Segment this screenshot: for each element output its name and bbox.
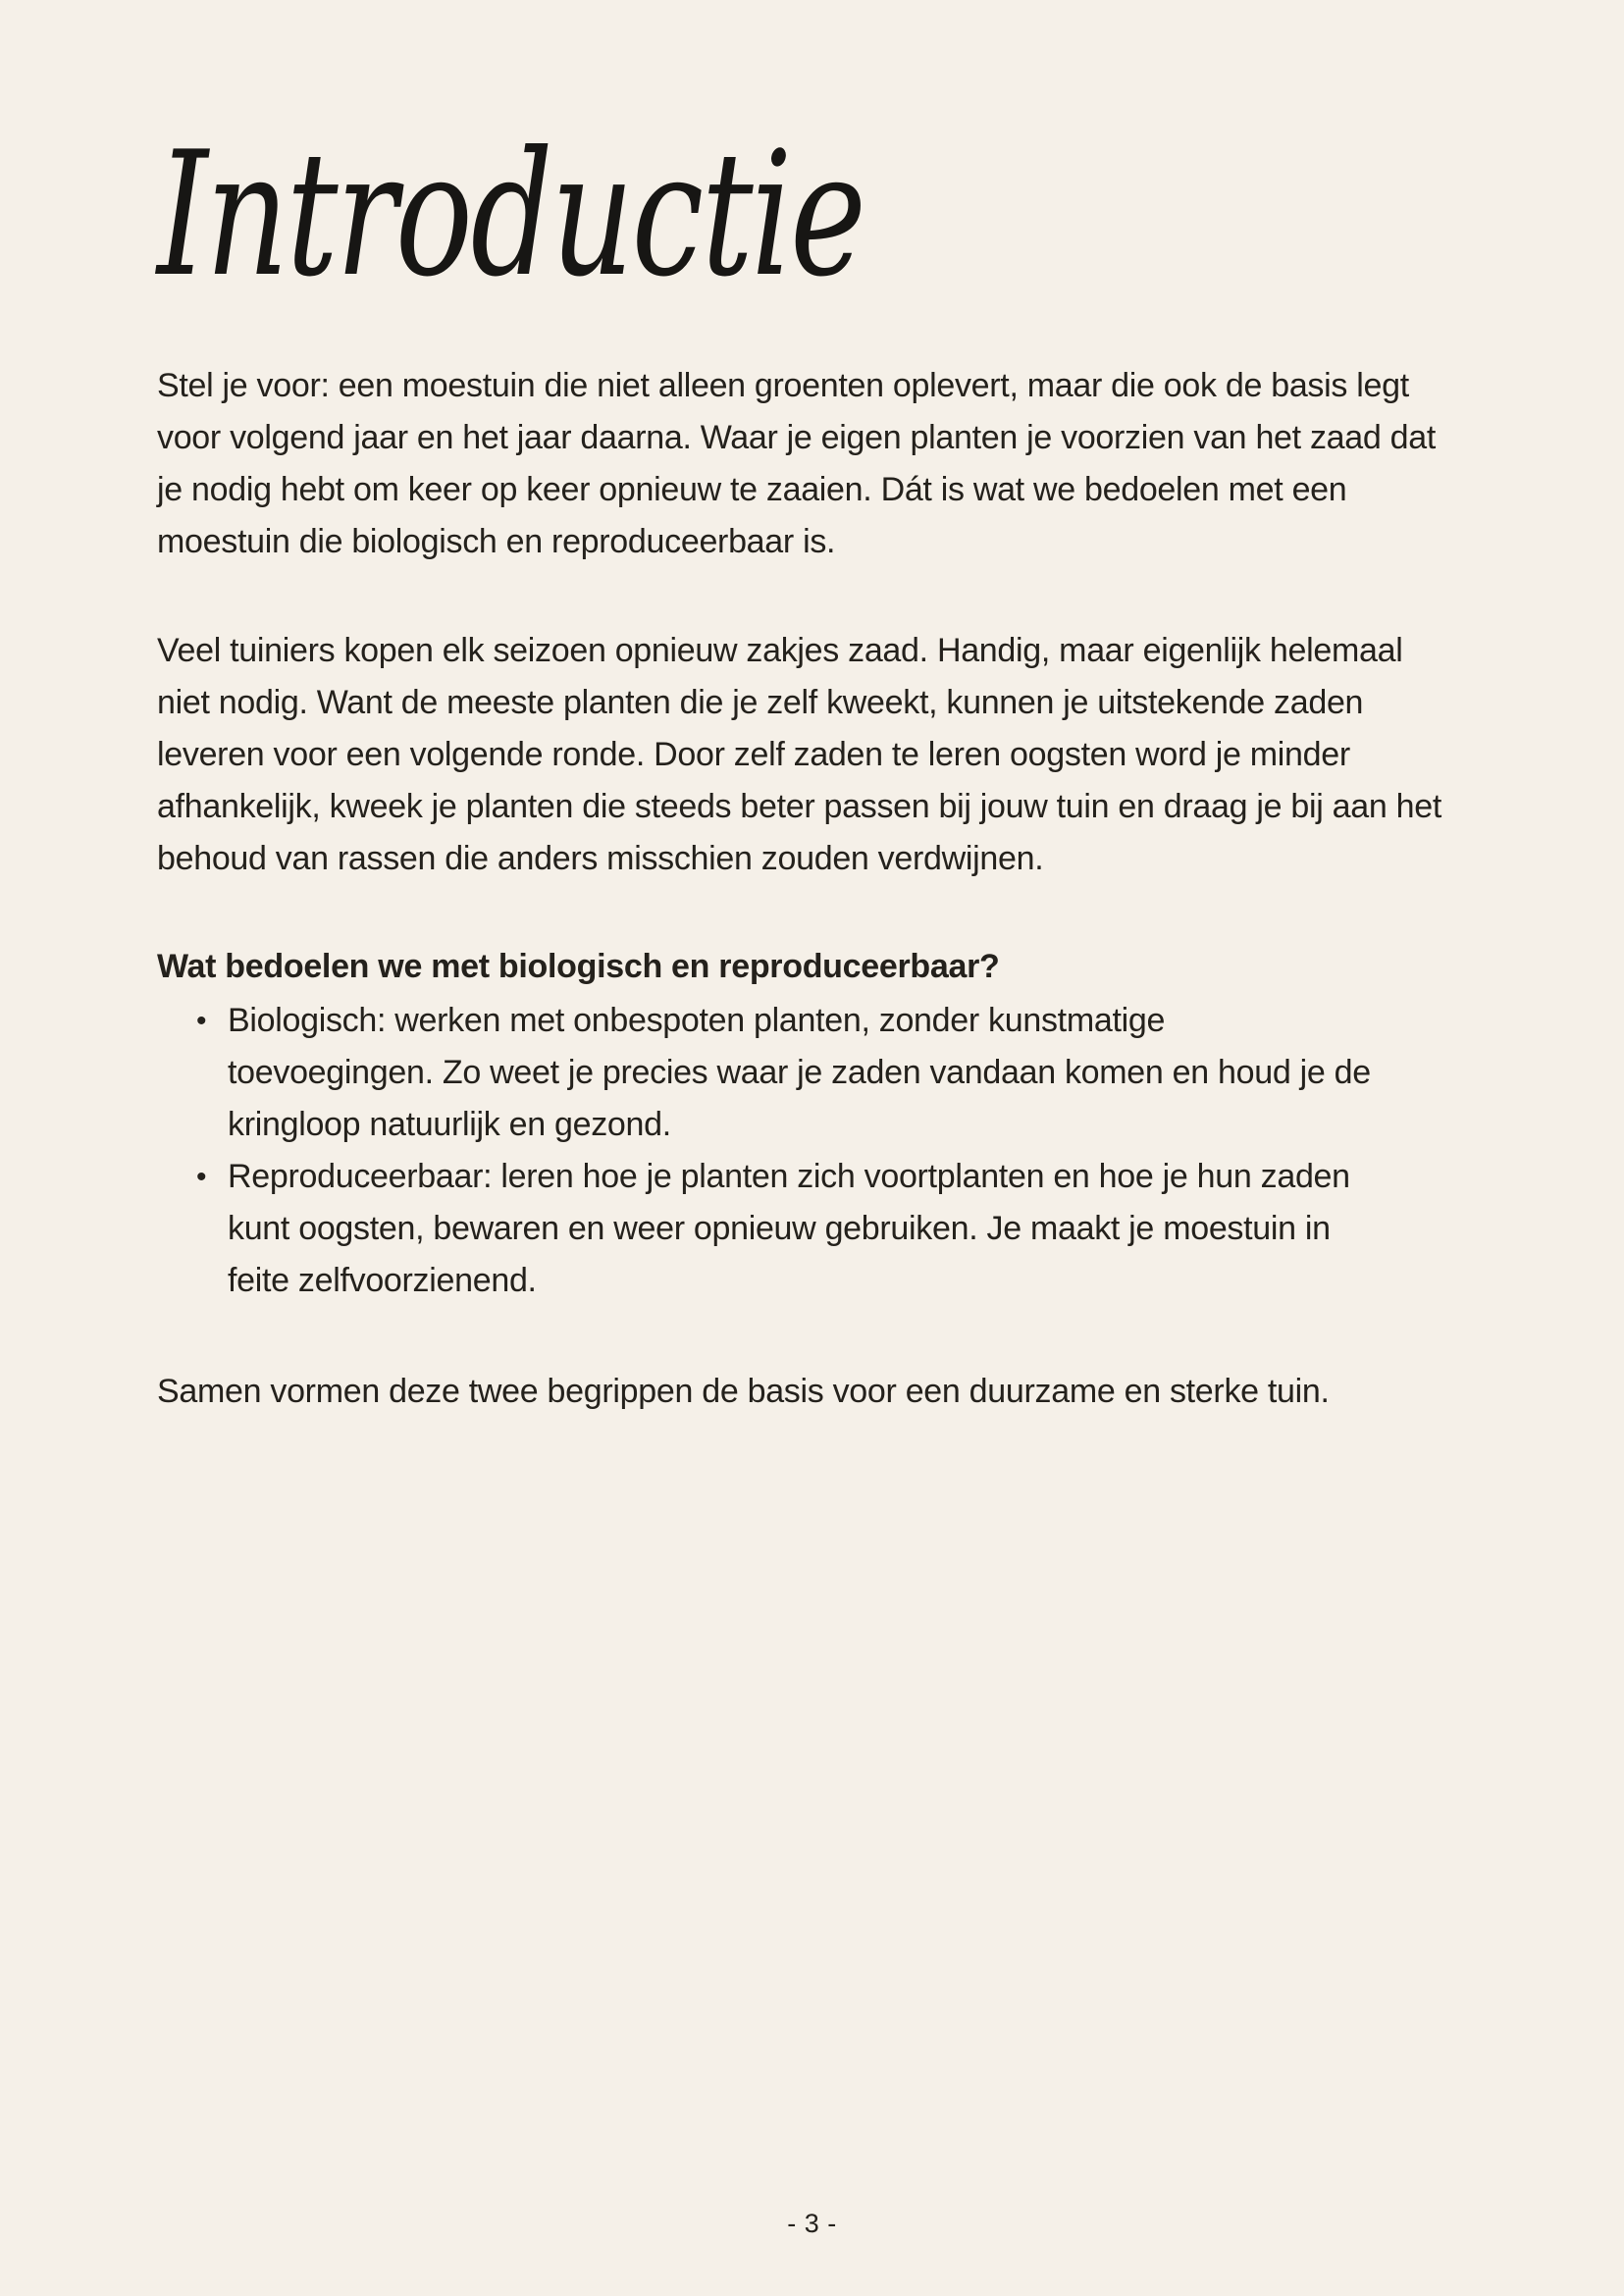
bullet-icon: • [196,1161,207,1193]
list-item-biologisch [157,995,1452,1151]
seed-saving-paragraph: Veel tuiniers kopen elk seizoen opnieuw zakjes zaad. Handig, maar eigenlijk helemaal niet nodig. Want de meeste planten die je zelf kweekt, kunnen je uitstekende zaden leveren voor een volgende ronde. Door zelf zaden te leren oogsten word je minder afhankelijk, kweek je planten die steeds beter passen bij jouw tuin en draag je bij aan het behoud van rassen die anders misschien zouden verdwijnen. [157,632,1442,877]
bullet-icon: • [196,1005,207,1037]
page-number: - 3 - [787,2209,837,2238]
intro-paragraph: Stel je voor: een moestuin die niet alleen groenten oplevert, maar die ook de basis legt voor volgend jaar en het jaar daarna. Waar je eigen planten je voorzien van het zaad dat je nodig hebt om keer op keer opnieuw te zaaien. Dát is wat we bedoelen met een moestuin die biologisch en reproduceerbaar is. [157,367,1436,560]
list-item-text: Biologisch: werken met onbespoten planten, zonder kunstmatige toevoegingen. Zo weet je precies waar je zaden vandaan komen en houd je de kringloop natuurlijk en gezond. [228,1002,1371,1143]
page-title [157,116,1452,315]
list-item-text: Reproduceerbaar: leren hoe je planten zich voortplanten en hoe je hun zaden kunt oogsten, bewaren en weer opnieuw gebruiken. Je maakt je moestuin in feite zelfvoorzienend. [228,1158,1350,1299]
section-heading: Wat bedoelen we met biologisch en reproduceerbaar? [157,948,1000,985]
list-item-reproduceerbaar [157,1151,1452,1307]
page-title-text: Introductie [157,116,864,315]
closing-paragraph: Samen vormen deze twee begrippen de basis voor een duurzame en sterke tuin. [157,1373,1330,1410]
definition-list [157,995,1452,1307]
